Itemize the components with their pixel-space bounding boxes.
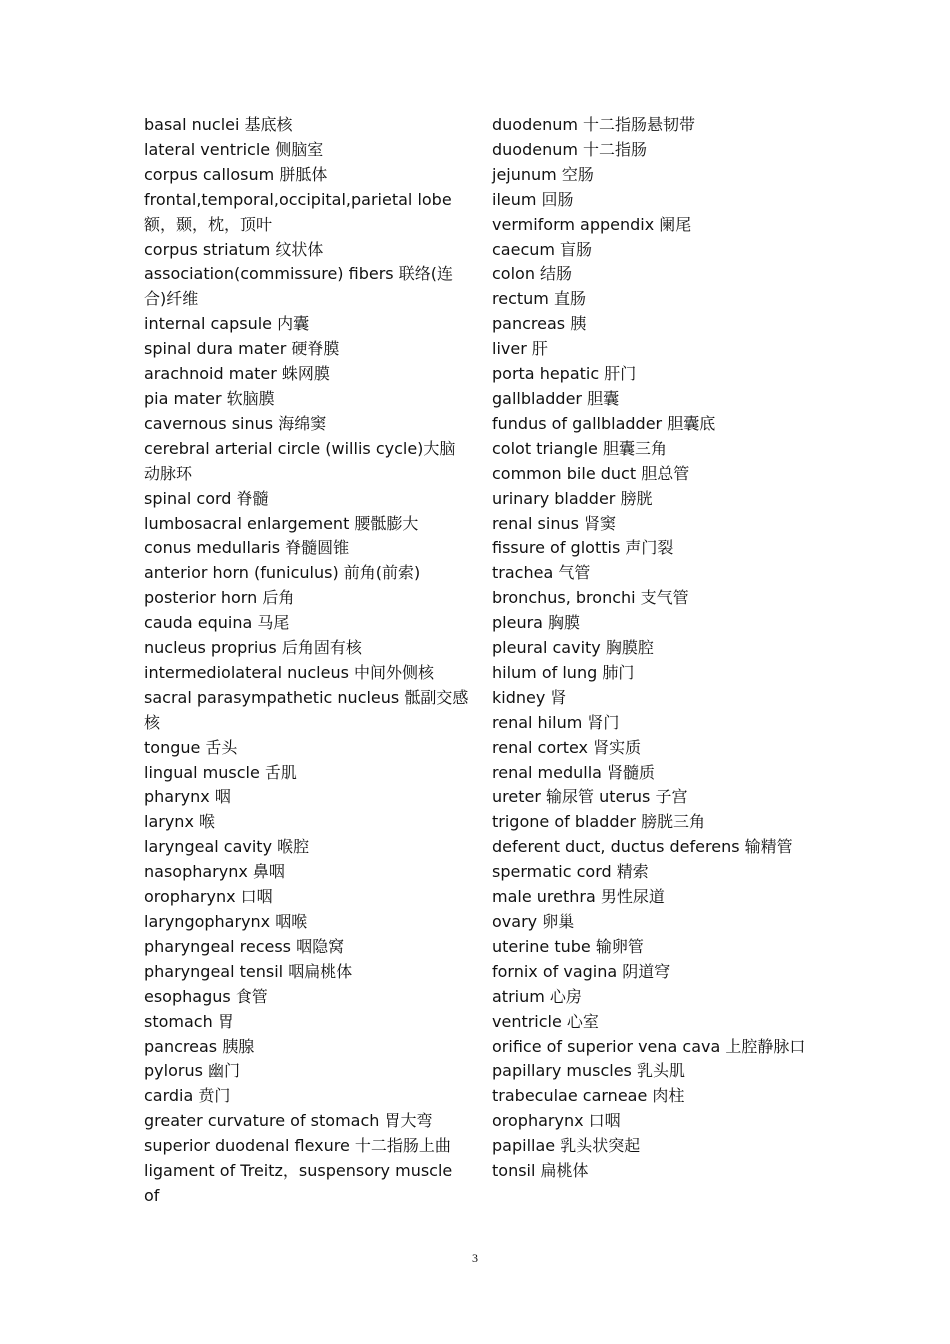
term-entry: papillary muscles 乳头肌 — [492, 1061, 685, 1081]
term-entry: jejunum 空肠 — [492, 164, 594, 184]
term-entry: deferent duct, ductus deferens 输精管 — [492, 837, 793, 857]
term-entry: pia mater 软脑膜 — [144, 388, 275, 408]
term-entry: papillae 乳头状突起 — [492, 1136, 641, 1156]
term-entry: cardia 贲门 — [144, 1086, 231, 1106]
term-entry: lateral ventricle 侧脑室 — [144, 139, 324, 159]
term-entry: frontal,temporal,occipital,parietal lobe 额，颞，枕，顶叶 — [144, 189, 452, 234]
term-entry: larynx 喉 — [144, 812, 215, 832]
term-entry: pharyngeal recess 咽隐窝 — [144, 936, 345, 956]
term-entry: renal medulla 肾髓质 — [492, 762, 656, 782]
term-entry: renal hilum 肾门 — [492, 712, 620, 732]
term-entry: colot triangle 胆囊三角 — [492, 438, 667, 458]
term-entry: oropharynx 口咽 — [144, 887, 273, 907]
term-entry: lingual muscle 舌肌 — [144, 762, 297, 782]
term-entry: rectum 直肠 — [492, 289, 586, 309]
term-entry: urinary bladder 膀胱 — [492, 488, 653, 508]
term-entry: tongue 舌头 — [144, 737, 238, 757]
term-entry: corpus striatum 纹状体 — [144, 239, 324, 259]
term-entry: cavernous sinus 海绵窦 — [144, 413, 327, 433]
term-entry: renal cortex 肾实质 — [492, 737, 642, 757]
term-entry: trigone of bladder 膀胱三角 — [492, 812, 706, 832]
term-entry: cauda equina 马尾 — [144, 613, 290, 633]
term-entry: bronchus, bronchi 支气管 — [492, 588, 689, 608]
term-entry: ligament of Treitz，suspensory muscle of — [144, 1161, 453, 1205]
term-entry: ureter 输尿管 uterus 子宫 — [492, 787, 688, 807]
term-entry: gallbladder 胆囊 — [492, 388, 620, 408]
term-entry: hilum of lung 肺门 — [492, 662, 635, 682]
term-entry: pancreas 胰腺 — [144, 1036, 255, 1056]
term-entry: conus medullaris 脊髓圆锥 — [144, 538, 350, 558]
right-column — [492, 113, 812, 1184]
term-entry: oropharynx 口咽 — [492, 1111, 621, 1131]
term-entry: laryngeal cavity 喉腔 — [144, 837, 310, 857]
term-entry: internal capsule 内囊 — [144, 314, 310, 334]
term-entry: male urethra 男性尿道 — [492, 887, 665, 907]
term-entry: colon 结肠 — [492, 264, 573, 284]
term-entry: pharynx 咽 — [144, 787, 231, 807]
term-entry: tonsil 扁桃体 — [492, 1161, 589, 1181]
term-entry: common bile duct 胆总管 — [492, 463, 690, 483]
term-entry: basal nuclei 基底核 — [144, 115, 293, 134]
term-entry: sacral parasympathetic nucleus 骶副交感核 — [144, 687, 469, 732]
term-entry: posterior horn 后角 — [144, 588, 295, 608]
term-entry: pleural cavity 胸膜腔 — [492, 638, 654, 658]
term-entry: duodenum 十二指肠 — [492, 139, 648, 159]
term-entry: corpus callosum 胼胝体 — [144, 164, 328, 184]
term-entry: orifice of superior vena cava 上腔静脉口 — [492, 1036, 806, 1056]
left-column — [144, 113, 469, 1209]
term-entry: fundus of gallbladder 胆囊底 — [492, 413, 716, 433]
term-entry: laryngopharynx 咽喉 — [144, 912, 308, 931]
term-entry: pancreas 胰 — [492, 314, 587, 334]
term-entry: fornix of vagina 阴道穹 — [492, 961, 671, 981]
term-entry: arachnoid mater 蛛网膜 — [144, 364, 330, 384]
term-entry: ovary 卵巢 — [492, 912, 575, 931]
term-entry: intermediolateral nucleus 中间外侧核 — [144, 662, 435, 682]
term-entry: lumbosacral enlargement 腰骶膨大 — [144, 513, 419, 533]
term-entry: caecum 盲肠 — [492, 239, 593, 259]
term-entry: kidney 肾 — [492, 687, 567, 707]
term-entry: trabeculae carneae 肉柱 — [492, 1086, 685, 1106]
term-entry: spermatic cord 精索 — [492, 862, 649, 882]
term-entry: spinal dura mater 硬脊膜 — [144, 339, 340, 359]
term-entry: porta hepatic 肝门 — [492, 364, 637, 384]
term-entry: superior duodenal flexure 十二指肠上曲 — [144, 1136, 451, 1156]
page-number: 3 — [472, 1251, 478, 1265]
term-entry: trachea 气管 — [492, 563, 591, 583]
term-entry: esophagus 食管 — [144, 986, 268, 1006]
term-entry: pharyngeal tensil 咽扁桃体 — [144, 961, 353, 981]
term-entry: fissure of glottis 声门裂 — [492, 538, 674, 558]
term-entry: cerebral arterial circle (willis cycle)大脑动脉环 — [144, 438, 456, 483]
term-entry: pleura 胸膜 — [492, 613, 581, 633]
term-entry: liver 肝 — [492, 339, 548, 359]
term-entry: atrium 心房 — [492, 986, 582, 1006]
term-entry: anterior horn (funiculus) 前角(前索) — [144, 563, 421, 583]
term-entry: greater curvature of stomach 胃大弯 — [144, 1111, 433, 1131]
term-entry: pylorus 幽门 — [144, 1061, 241, 1081]
term-entry: ventricle 心室 — [492, 1011, 599, 1031]
term-entry: nucleus proprius 后角固有核 — [144, 638, 362, 658]
term-entry: vermiform appendix 阑尾 — [492, 214, 692, 234]
term-entry: ileum 回肠 — [492, 189, 574, 209]
term-entry: renal sinus 肾窦 — [492, 513, 617, 533]
term-entry: uterine tube 输卵管 — [492, 936, 644, 956]
term-entry: nasopharynx 鼻咽 — [144, 862, 285, 882]
term-entry: stomach 胃 — [144, 1011, 234, 1031]
term-entry: spinal cord 脊髓 — [144, 488, 269, 508]
term-entry: association(commissure) fibers 联络(连合)纤维 — [144, 264, 453, 309]
term-entry: duodenum 十二指肠悬韧带 — [492, 115, 696, 134]
